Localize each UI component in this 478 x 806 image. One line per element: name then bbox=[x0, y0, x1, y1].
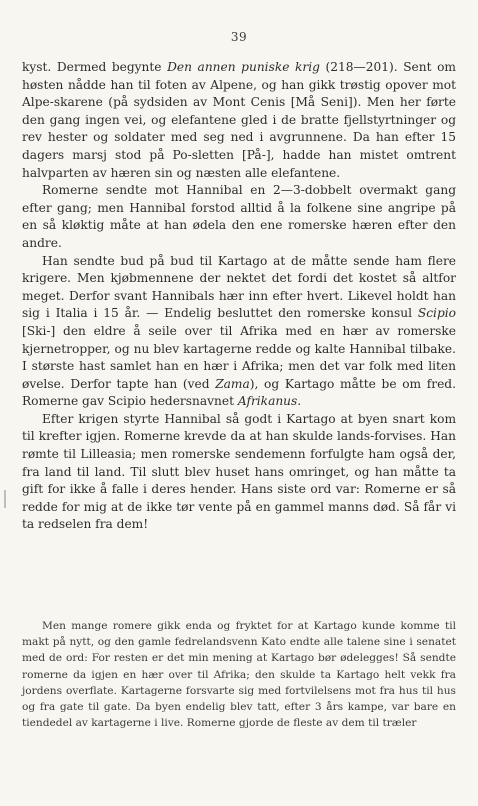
paragraph-3 bbox=[22, 253, 456, 411]
text-segment: Men mange romere gikk enda og fryktet for at Kartago kunde komme til makt på nytt, og den gamle fedrelandsvenn Kato endte alle talene sine i senatet med de ord: For resten er det min mening at Kartago bør ødelegges! Så sendte romerne da igjen en hær over til Afrika; den skulde ta Kartago helt vekk fra jordens overflate. Kartagerne forsvarte sig med fortvilelsens mot fra hus til hus og fra gate til gate. Da byen endelig blev tatt, efter 3 års kampe, var bare en tiendedel av kartagerne i live. Romerne gjorde de fleste av dem til træler bbox=[22, 620, 456, 730]
page-number: 39 bbox=[230, 30, 248, 44]
text-segment: Scipio bbox=[417, 306, 456, 321]
small-paragraph bbox=[22, 618, 456, 731]
main-text bbox=[22, 59, 456, 534]
text-segment: ), og Kartago måtte be om fred. Romerne gav Scipio hedersnavnet bbox=[22, 376, 456, 409]
text-segment: Den annen puniske krig bbox=[167, 60, 320, 74]
text-segment: [Ski-] den eldre å seile over til Afrika med en hær av romerske kjernetropper, og nu blev kartagerne redde og kalte Hannibal tilbake. I største hast samlet han en hær i Afrika; men det var folk med liten øvelse. Derfor tapte han (ved bbox=[22, 323, 456, 391]
paragraph-2 bbox=[22, 182, 456, 252]
paragraph-1 bbox=[22, 59, 456, 182]
text-segment: Romerne sendte mot Hannibal en 2—3-dobbelt overmakt gang efter gang; men Hannibal forstod alltid å la folkene sine angripe på en så kløktig måte at han ødela den ene romerske hæren efter den andre. bbox=[22, 183, 456, 250]
margin-mark bbox=[4, 490, 6, 508]
text-segment: Han sendte bud på bud til Kartago at de måtte sende ham flere krigere. Men kjøbmennene der nektet det fordi det kostet så altfor meget. Derfor svant Hannibals hær inn efter hvert. Likevel holdt han sig i Italia i 15 år. — Endelig besluttet den romerske konsul bbox=[22, 253, 456, 321]
text-segment: (218—201). Sent om høsten nådde han til foten av Alpene, og han gikk trøstig opover mot Alpe-skarene (på sydsiden av Mont Cenis [Må Seni]). Men her førte den gang ingen vei, og elefantene gled i de bratte fjellstyrtninger og rev hester og soldater med seg ned i avgrunnene. Da han efter 15 dagers marsj stod på Po-sletten [På-], hadde han mistet omtrent halvparten av hæren sin og næsten alle elefantene. bbox=[22, 60, 456, 180]
paragraph-4 bbox=[22, 411, 456, 534]
text-segment: Efter krigen styrte Hannibal så godt i Kartago at byen snart kom til krefter igjen. Romerne krevde da at han skulde lands-forvises. Han rømte til Lilleasia; men romerske sendemenn forfulgte ham også der, fra land til land. Til slutt blev huset hans omringet, og han måtte ta gift for ikke å falle i deres hender. Hans siste ord var: Romerne er så redde for mig at de ikke tør vente på en gammel manns død. Så får vi ta redselen fra dem! bbox=[22, 411, 456, 532]
text-segment: kyst. Dermed begynte bbox=[22, 60, 168, 74]
text-segment: Afrikanus bbox=[237, 394, 298, 409]
small-print-text bbox=[22, 618, 456, 731]
text-segment: Zama bbox=[215, 376, 250, 391]
text-segment: . bbox=[297, 394, 302, 409]
